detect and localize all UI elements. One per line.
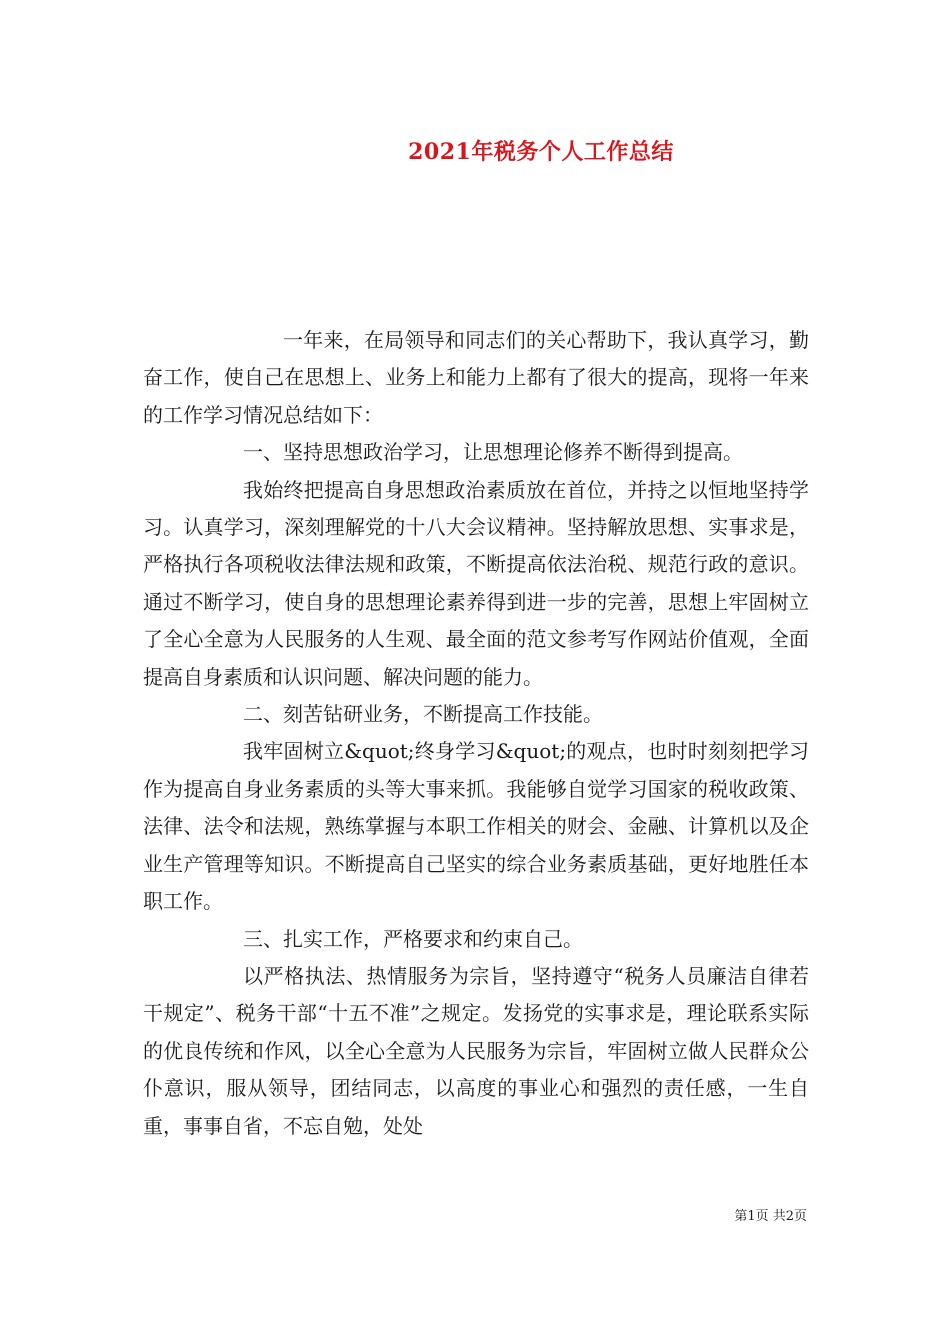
section-1-heading: 一、坚持思想政治学习，让思想理论修养不断得到提高。 — [243, 440, 743, 465]
section-2-paragraph: 我牢固树立&quot;终身学习&quot;的观点，也时时刻刻把学习作为提高自身业务素质的头等大事来抓。我能够自觉学习国家的税收政策、法律、法令和法规，熟练掌握与本职工作相关的财会、金融、计算机以及企业生产管理等知识。不断提高自己坚实的综合业务素质基础，更好地胜任本职工作。 — [143, 739, 809, 914]
page-indicator: 第1页 共2页 — [734, 1209, 807, 1224]
intro-paragraph: 一年来，在局领导和同志们的关心帮助下，我认真学习，勤奋工作，使自己在思想上、业务上和能力上都有了很大的提高，现将一年来的工作学习情况总结如下： — [143, 328, 809, 427]
document-body — [143, 322, 809, 1145]
section-1-paragraph: 我始终把提高自身思想政治素质放在首位，并持之以恒地坚持学习。认真学习，深刻理解党的十八大会议精神。坚持解放思想、实事求是，严格执行各项税收法律法规和政策，不断提高依法治税、规范行政的意识。通过不断学习，使自身的思想理论素养得到进一步的完善，思想上牢固树立了全心全意为人民服务的人生观、最全面的范文参考写作网站价值观，全面提高自身素质和认识问题、解决问题的能力。 — [143, 477, 809, 689]
section-3-paragraph: 以严格执法、热情服务为宗旨，坚持遵守“税务人员廉洁自律若干规定”、税务干部“十五不准”之规定。发扬党的实事求是，理论联系实际的优良传统和作风，以全心全意为人民服务为宗旨，牢固树立做人民群众公仆意识，服从领导，团结同志，以高度的事业心和强烈的责任感，一生自重，事事自省，不忘自勉，处处 — [143, 963, 809, 1138]
section-3-heading: 三、扎实工作，严格要求和约束自己。 — [243, 926, 583, 951]
document-title: 2021年税务个人工作总结 — [408, 139, 674, 165]
section-2-heading: 二、刻苦钻研业务，不断提高工作技能。 — [243, 702, 603, 727]
